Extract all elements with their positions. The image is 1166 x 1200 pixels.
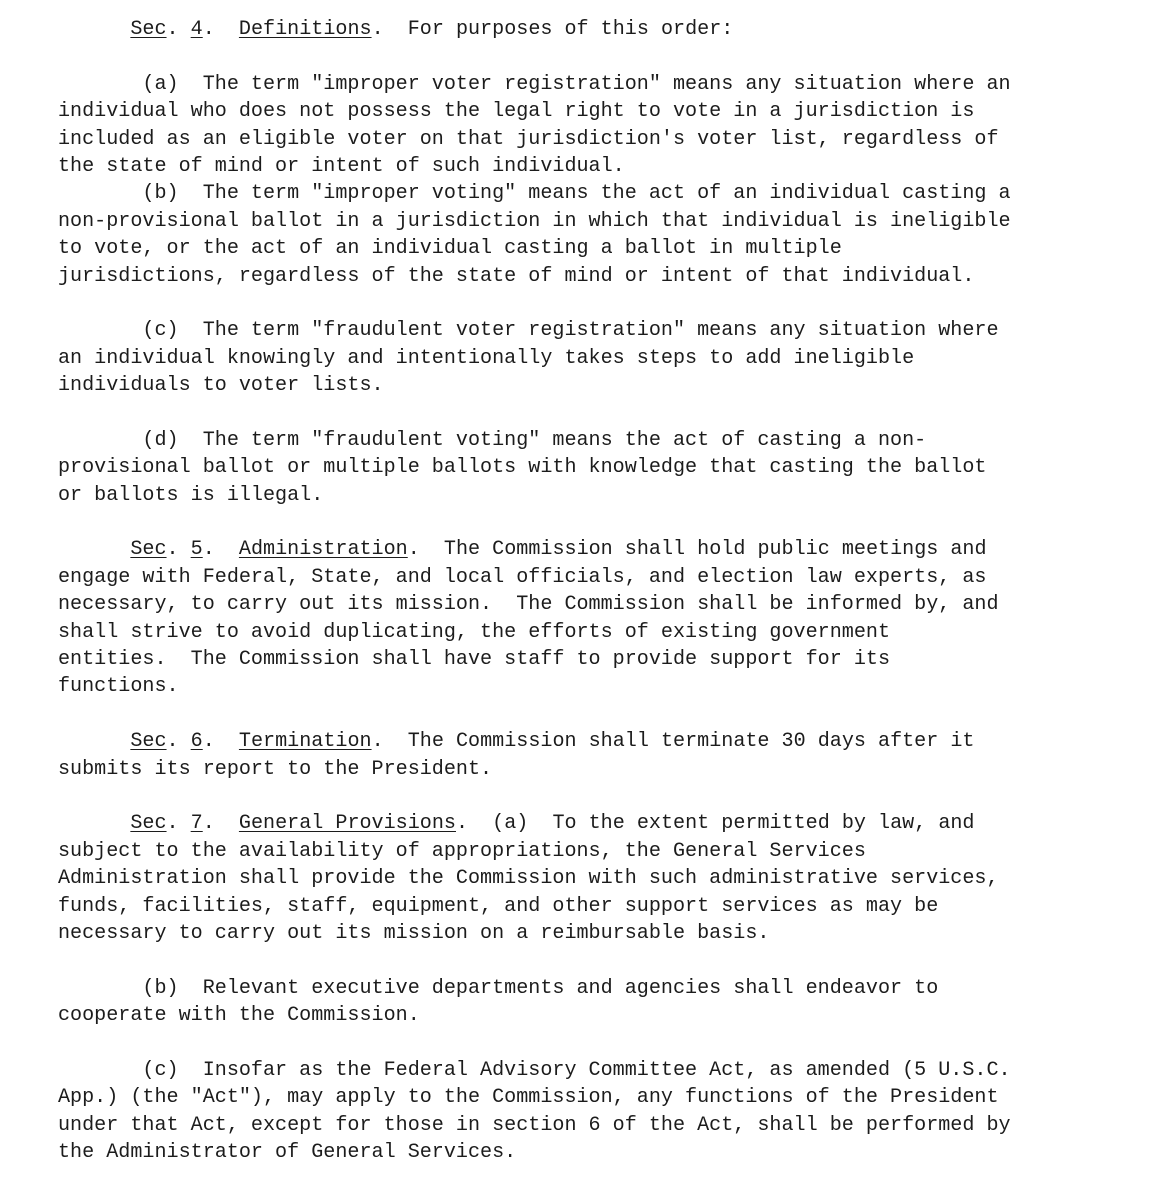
- paragraph-line: (d) The term "fraudulent voting" means the act of casting a non-: [58, 428, 927, 452]
- sec-label: Sec: [130, 812, 167, 836]
- paragraph-line: non-provisional ballot in a jurisdiction in which that individual is ineligible: [58, 209, 1011, 233]
- paragraph-line: shall strive to avoid duplicating, the efforts of existing government: [58, 620, 891, 644]
- section-text: The Commission shall terminate 30 days after it: [383, 730, 975, 754]
- paragraph-line: necessary, to carry out its mission. The Commission shall be informed by, and: [58, 593, 999, 617]
- section-number: 6: [190, 730, 203, 754]
- paragraph-line: or ballots is illegal.: [58, 483, 324, 507]
- paragraph-line: functions.: [58, 675, 179, 699]
- sec-label: Sec: [130, 730, 167, 754]
- paragraph-line: engage with Federal, State, and local officials, and election law experts, as: [58, 565, 987, 589]
- paragraph-line: jurisdictions, regardless of the state of mind or intent of that individual.: [58, 264, 975, 288]
- paragraph-line: cooperate with the Commission.: [58, 1004, 420, 1028]
- section-6-heading: Sec. 6. Termination. The Commission shall terminate 30 days after it: [130, 730, 975, 754]
- paragraph-line: (b) Relevant executive departments and agencies shall endeavor to: [58, 976, 939, 1000]
- section-title: Termination: [238, 730, 372, 754]
- paragraph-line: the state of mind or intent of such individual.: [58, 154, 625, 178]
- spacer: [58, 399, 1158, 426]
- spacer: [58, 43, 1158, 70]
- paragraph-line: App.) (the "Act"), may apply to the Commission, any functions of the President: [58, 1086, 999, 1110]
- paragraph-line: (b) The term "improper voting" means the act of an individual casting a: [58, 182, 1011, 206]
- paragraph-line: included as an eligible voter on that jurisdiction's voter list, regardless of: [58, 127, 999, 151]
- section-number: 7: [190, 812, 203, 836]
- document-page: [58, 16, 1158, 1166]
- spacer: [58, 290, 1158, 317]
- section-title: Administration: [238, 538, 408, 562]
- spacer: [58, 1029, 1158, 1056]
- section-title: Definitions: [238, 18, 372, 41]
- paragraph-line: (c) The term "fraudulent voter registration" means any situation where: [58, 319, 999, 343]
- paragraph-line: individual who does not possess the legal right to vote in a jurisdiction is: [58, 100, 975, 124]
- section-7-heading: Sec. 7. General Provisions. (a) To the extent permitted by law, and: [130, 812, 975, 836]
- paragraph-line: Administration shall provide the Commission with such administrative services,: [58, 867, 999, 891]
- section-intro: For purposes of this order:: [383, 18, 734, 41]
- paragraph-line: provisional ballot or multiple ballots with knowledge that casting the ballot: [58, 456, 987, 480]
- paragraph-line: subject to the availability of appropriations, the General Services: [58, 839, 866, 863]
- spacer: [58, 783, 1158, 810]
- paragraph-line: funds, facilities, staff, equipment, and other support services as may be: [58, 894, 939, 918]
- section-text: (a) To the extent permitted by law, and: [468, 812, 975, 836]
- paragraph-line: necessary to carry out its mission on a reimbursable basis.: [58, 921, 770, 945]
- spacer: [58, 509, 1158, 536]
- paragraph-line: under that Act, except for those in section 6 of the Act, shall be performed by: [58, 1113, 1011, 1137]
- paragraph-line: submits its report to the President.: [58, 757, 493, 781]
- section-number: 5: [190, 538, 203, 562]
- paragraph-line: entities. The Commission shall have staff to provide support for its: [58, 647, 891, 671]
- spacer: [58, 947, 1158, 974]
- paragraph-line: individuals to voter lists.: [58, 374, 384, 398]
- spacer: [58, 701, 1158, 728]
- paragraph-line: (a) The term "improper voter registration" means any situation where an: [58, 72, 1011, 96]
- section-number: 4: [190, 18, 203, 41]
- section-5-heading: Sec. 5. Administration. The Commission shall hold public meetings and: [130, 538, 987, 562]
- paragraph-line: (c) Insofar as the Federal Advisory Committee Act, as amended (5 U.S.C.: [58, 1058, 1011, 1082]
- section-title: General Provisions: [238, 812, 456, 836]
- sec-label: Sec: [130, 538, 167, 562]
- section-4-heading: Sec. 4. Definitions. For purposes of this order:: [130, 18, 734, 41]
- sec-label: Sec: [130, 18, 167, 41]
- paragraph-line: the Administrator of General Services.: [58, 1141, 517, 1165]
- paragraph-line: an individual knowingly and intentionally takes steps to add ineligible: [58, 346, 915, 370]
- paragraph-line: to vote, or the act of an individual casting a ballot in multiple: [58, 237, 842, 261]
- section-text: The Commission shall hold public meetings and: [419, 538, 987, 562]
